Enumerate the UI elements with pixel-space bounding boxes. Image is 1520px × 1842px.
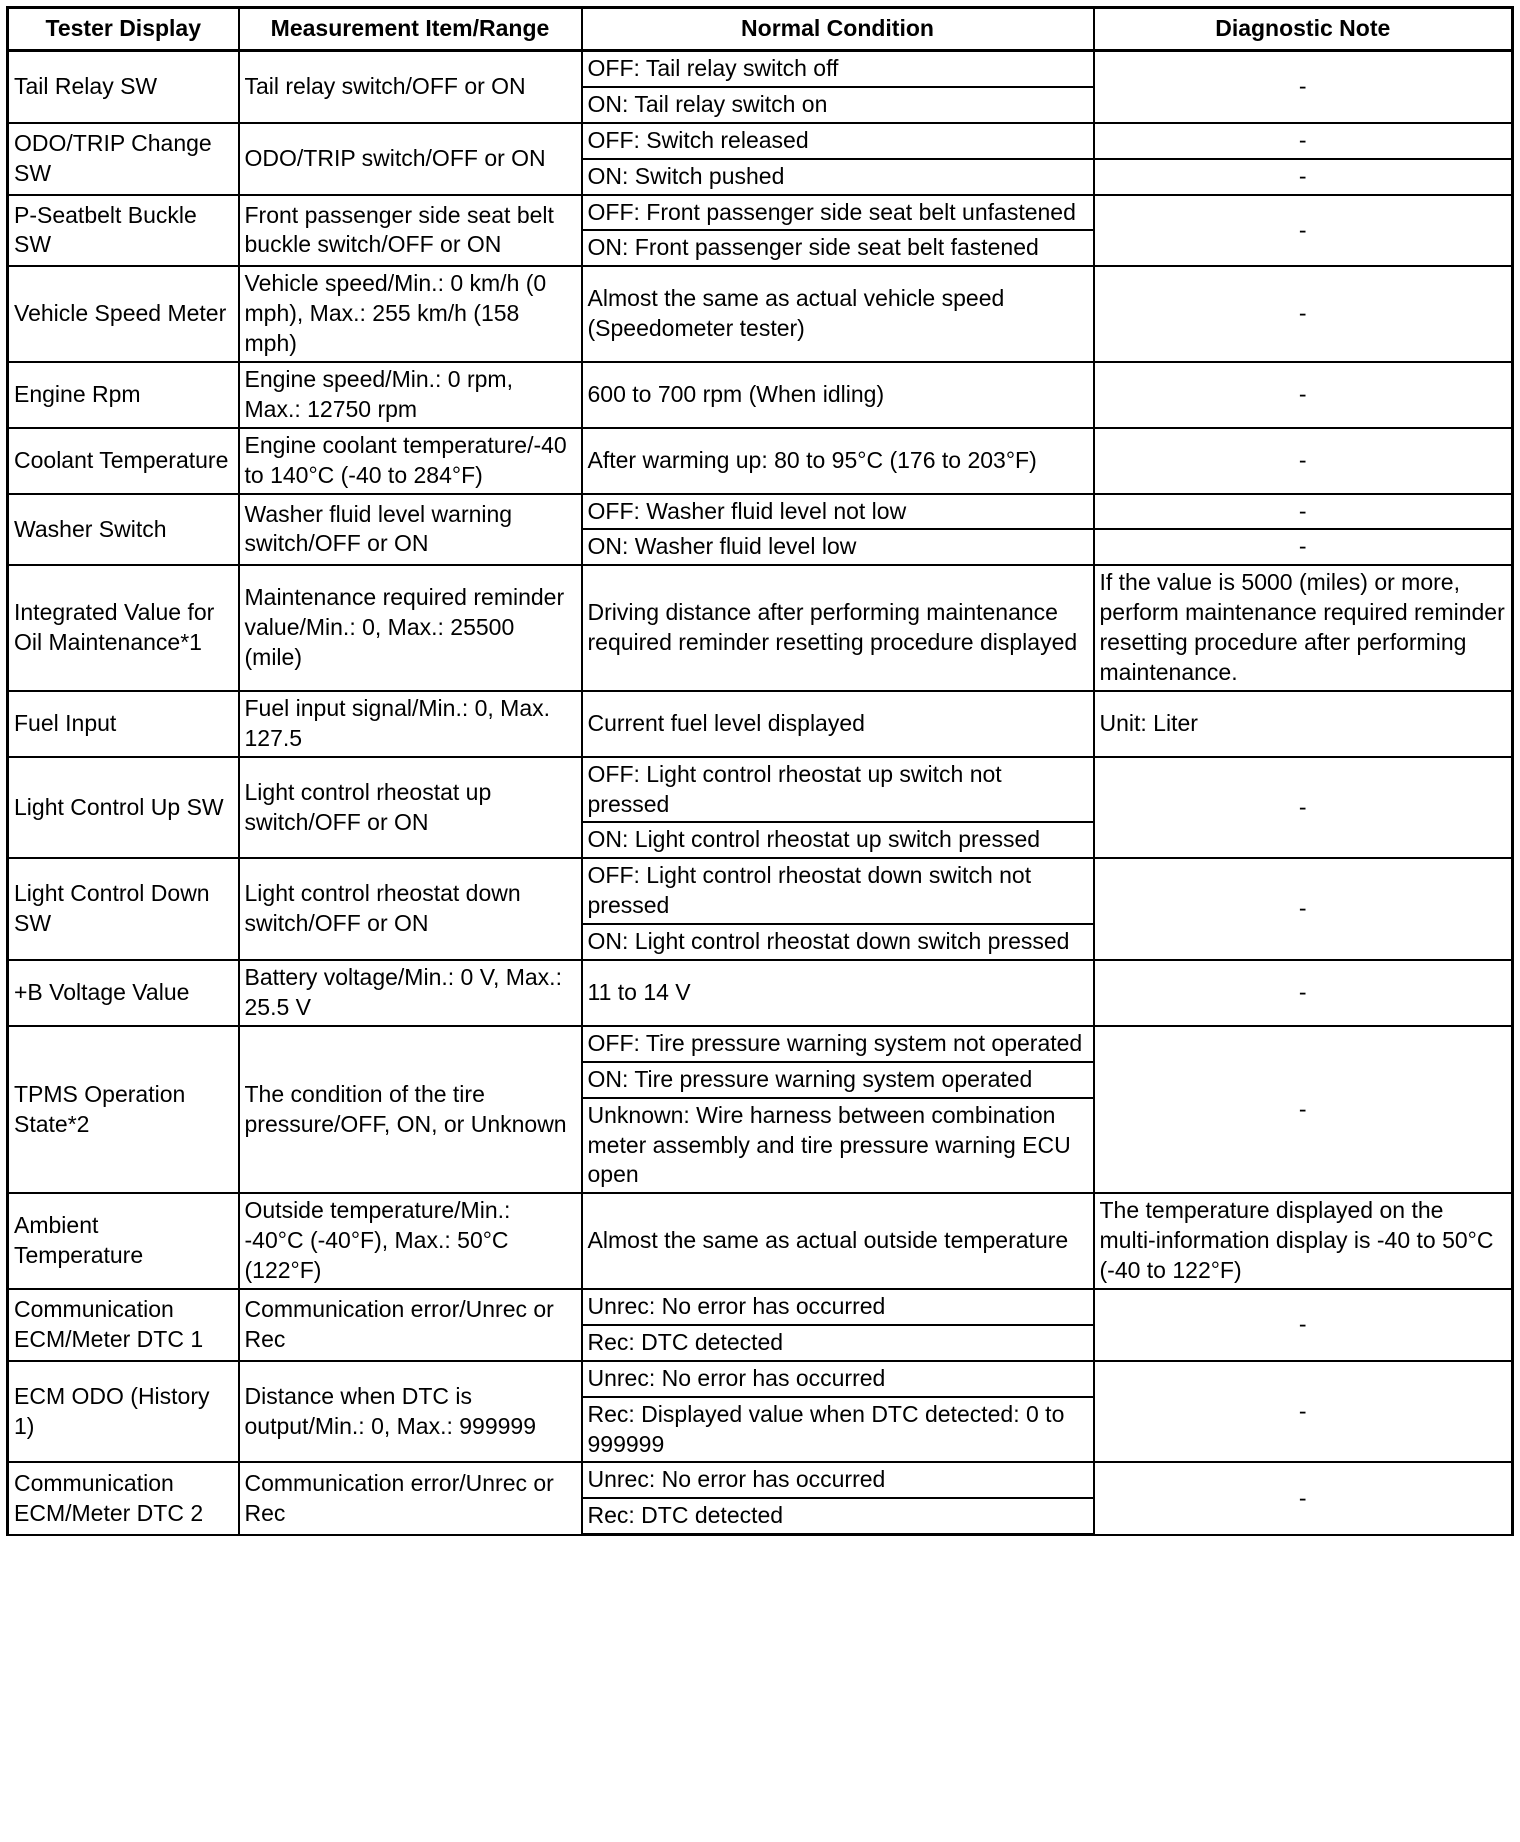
tester-display-cell: +B Voltage Value — [8, 960, 239, 1026]
table-row — [8, 565, 1513, 691]
header-diagnostic-note: Diagnostic Note — [1094, 8, 1513, 51]
tester-display-cell: P-Seatbelt Buckle SW — [8, 195, 239, 267]
measurement-range-cell: Vehicle speed/Min.: 0 km/h (0 mph), Max.: 255 km/h (158 mph) — [239, 266, 582, 362]
normal-condition-cell: OFF: Light control rheostat up switch not pressed — [582, 757, 1094, 823]
measurement-range-cell: Distance when DTC is output/Min.: 0, Max.: 999999 — [239, 1361, 582, 1463]
tester-display-cell: Vehicle Speed Meter — [8, 266, 239, 362]
tester-display-cell: Communication ECM/Meter DTC 1 — [8, 1289, 239, 1361]
normal-condition-cell: ON: Front passenger side seat belt fastened — [582, 230, 1094, 266]
normal-condition-cell: ON: Light control rheostat down switch pressed — [582, 924, 1094, 960]
header-normal-condition: Normal Condition — [582, 8, 1094, 51]
normal-condition-cell: Driving distance after performing maintenance required reminder resetting procedure displayed — [582, 565, 1094, 691]
measurement-range-cell: Washer fluid level warning switch/OFF or ON — [239, 494, 582, 566]
table-row — [8, 123, 1513, 159]
normal-condition-cell: OFF: Switch released — [582, 123, 1094, 159]
normal-condition-cell: OFF: Washer fluid level not low — [582, 494, 1094, 530]
measurement-range-cell: Outside temperature/Min.: -40°C (-40°F), Max.: 50°C (122°F) — [239, 1193, 582, 1289]
data-list-sheet — [6, 6, 1511, 1536]
header-tester-display: Tester Display — [8, 8, 239, 51]
diagnostic-note-cell: - — [1094, 757, 1513, 859]
table-row — [8, 266, 1513, 362]
normal-condition-cell: ON: Switch pushed — [582, 159, 1094, 195]
tester-display-cell: Light Control Up SW — [8, 757, 239, 859]
measurement-range-cell: ODO/TRIP switch/OFF or ON — [239, 123, 582, 195]
measurement-range-cell: The condition of the tire pressure/OFF, ON, or Unknown — [239, 1026, 582, 1193]
diagnostic-note-cell: - — [1094, 362, 1513, 428]
table-row — [8, 1026, 1513, 1062]
diagnostic-note-cell: - — [1094, 1361, 1513, 1463]
measurement-range-cell: Fuel input signal/Min.: 0, Max. 127.5 — [239, 691, 582, 757]
normal-condition-cell: Rec: DTC detected — [582, 1325, 1094, 1361]
tester-display-cell: Ambient Temperature — [8, 1193, 239, 1289]
normal-condition-cell: Unrec: No error has occurred — [582, 1289, 1094, 1325]
normal-condition-cell: OFF: Tail relay switch off — [582, 51, 1094, 87]
diagnostic-note-cell: - — [1094, 858, 1513, 960]
measurement-range-cell: Front passenger side seat belt buckle switch/OFF or ON — [239, 195, 582, 267]
diagnostic-note-cell: - — [1094, 266, 1513, 362]
measurement-range-cell: Communication error/Unrec or Rec — [239, 1462, 582, 1534]
diagnostic-note-cell: - — [1094, 428, 1513, 494]
normal-condition-cell: Almost the same as actual outside temperature — [582, 1193, 1094, 1289]
measurement-range-cell: Engine speed/Min.: 0 rpm, Max.: 12750 rpm — [239, 362, 582, 428]
normal-condition-cell: OFF: Front passenger side seat belt unfastened — [582, 195, 1094, 231]
tester-display-cell: Communication ECM/Meter DTC 2 — [8, 1462, 239, 1534]
tester-display-cell: ECM ODO (History 1) — [8, 1361, 239, 1463]
tester-display-cell: Tail Relay SW — [8, 51, 239, 123]
tester-display-cell: Fuel Input — [8, 691, 239, 757]
measurement-range-cell: Tail relay switch/OFF or ON — [239, 51, 582, 123]
measurement-range-cell: Light control rheostat down switch/OFF or ON — [239, 858, 582, 960]
normal-condition-cell: After warming up: 80 to 95°C (176 to 203°F) — [582, 428, 1094, 494]
diagnostic-note-cell: Unit: Liter — [1094, 691, 1513, 757]
normal-condition-cell: ON: Tail relay switch on — [582, 87, 1094, 123]
diagnostic-note-cell: - — [1094, 529, 1513, 565]
tester-display-cell: Washer Switch — [8, 494, 239, 566]
measurement-range-cell: Battery voltage/Min.: 0 V, Max.: 25.5 V — [239, 960, 582, 1026]
measurement-range-cell: Communication error/Unrec or Rec — [239, 1289, 582, 1361]
diagnostic-note-cell: - — [1094, 1289, 1513, 1361]
diagnostic-note-cell: If the value is 5000 (miles) or more, perform maintenance required reminder resetting procedure after performing maintenance. — [1094, 565, 1513, 691]
diagnostic-note-cell: - — [1094, 123, 1513, 159]
normal-condition-cell: 11 to 14 V — [582, 960, 1094, 1026]
normal-condition-cell: OFF: Light control rheostat down switch not pressed — [582, 858, 1094, 924]
diagnostic-note-cell: - — [1094, 1026, 1513, 1193]
table-row — [8, 51, 1513, 87]
diagnostic-note-cell: - — [1094, 1462, 1513, 1534]
tester-display-cell: Light Control Down SW — [8, 858, 239, 960]
normal-condition-cell: Unrec: No error has occurred — [582, 1361, 1094, 1397]
table-header — [8, 8, 1513, 51]
normal-condition-cell: Rec: Displayed value when DTC detected: 0 to 999999 — [582, 1397, 1094, 1463]
table-row — [8, 195, 1513, 231]
table-row — [8, 691, 1513, 757]
diagnostic-note-cell: - — [1094, 159, 1513, 195]
header-row — [8, 8, 1513, 51]
tester-display-cell: ODO/TRIP Change SW — [8, 123, 239, 195]
diagnostic-note-cell: - — [1094, 195, 1513, 267]
normal-condition-cell: Unrec: No error has occurred — [582, 1462, 1094, 1498]
normal-condition-cell: OFF: Tire pressure warning system not operated — [582, 1026, 1094, 1062]
table-row — [8, 1361, 1513, 1397]
table-row — [8, 428, 1513, 494]
table-row — [8, 494, 1513, 530]
normal-condition-cell: Current fuel level displayed — [582, 691, 1094, 757]
normal-condition-cell: ON: Washer fluid level low — [582, 529, 1094, 565]
data-list-table — [6, 6, 1514, 1536]
table-row — [8, 1289, 1513, 1325]
diagnostic-note-cell: - — [1094, 51, 1513, 123]
diagnostic-note-cell: - — [1094, 494, 1513, 530]
table-body — [8, 51, 1513, 1535]
table-row — [8, 1193, 1513, 1289]
normal-condition-cell: Rec: DTC detected — [582, 1498, 1094, 1534]
normal-condition-cell: Unknown: Wire harness between combination meter assembly and tire pressure warning ECU open — [582, 1098, 1094, 1194]
table-row — [8, 362, 1513, 428]
table-row — [8, 960, 1513, 1026]
table-row — [8, 1462, 1513, 1498]
normal-condition-cell: ON: Tire pressure warning system operated — [582, 1062, 1094, 1098]
diagnostic-note-cell: The temperature displayed on the multi-information display is -40 to 50°C (-40 to 122°F) — [1094, 1193, 1513, 1289]
tester-display-cell: Coolant Temperature — [8, 428, 239, 494]
measurement-range-cell: Light control rheostat up switch/OFF or ON — [239, 757, 582, 859]
normal-condition-cell: 600 to 700 rpm (When idling) — [582, 362, 1094, 428]
measurement-range-cell: Engine coolant temperature/-40 to 140°C (-40 to 284°F) — [239, 428, 582, 494]
normal-condition-cell: ON: Light control rheostat up switch pressed — [582, 822, 1094, 858]
tester-display-cell: Engine Rpm — [8, 362, 239, 428]
diagnostic-note-cell: - — [1094, 960, 1513, 1026]
normal-condition-cell: Almost the same as actual vehicle speed (Speedometer tester) — [582, 266, 1094, 362]
table-row — [8, 858, 1513, 924]
header-measurement-item-range: Measurement Item/Range — [239, 8, 582, 51]
table-row — [8, 757, 1513, 823]
measurement-range-cell: Maintenance required reminder value/Min.: 0, Max.: 25500 (mile) — [239, 565, 582, 691]
tester-display-cell: Integrated Value for Oil Maintenance*1 — [8, 565, 239, 691]
tester-display-cell: TPMS Operation State*2 — [8, 1026, 239, 1193]
